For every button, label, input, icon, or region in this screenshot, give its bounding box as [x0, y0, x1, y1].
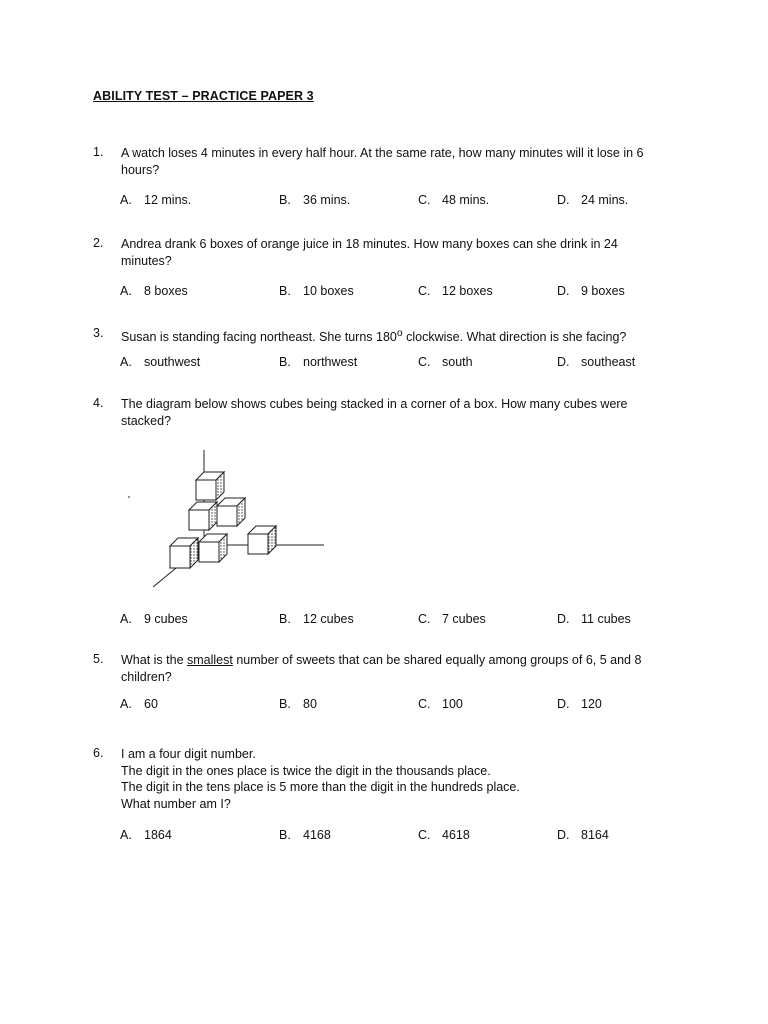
question-text	[121, 145, 693, 178]
option-text: 12 boxes	[442, 284, 493, 298]
option-text: 48 mins.	[442, 193, 490, 207]
option-letter: C.	[418, 355, 431, 369]
question-number: 4.	[93, 396, 104, 410]
option-letter: C.	[418, 193, 431, 207]
option-text: 8164	[581, 828, 609, 842]
option-letter: B.	[279, 193, 291, 207]
question-6	[93, 746, 693, 812]
question-text	[121, 652, 693, 685]
option-letter: D.	[557, 355, 570, 369]
question-text-line: Andrea drank 6 boxes of orange juice in 18 minutes. How many boxes can she drink in 24	[121, 237, 618, 251]
option-b[interactable]	[279, 612, 354, 626]
option-letter: C.	[418, 828, 431, 842]
option-letter: A.	[120, 355, 132, 369]
option-text: 1864	[144, 828, 172, 842]
option-text: 9 cubes	[144, 612, 188, 626]
option-letter: B.	[279, 284, 291, 298]
cube	[170, 538, 198, 568]
question-2	[93, 236, 693, 269]
option-text: 36 mins.	[303, 193, 351, 207]
option-letter: B.	[279, 697, 291, 711]
option-c[interactable]	[418, 828, 470, 842]
question-text-line: children?	[121, 669, 172, 684]
cube	[189, 502, 217, 530]
options-row-5	[120, 697, 680, 715]
option-letter: D.	[557, 612, 570, 626]
question-text-line	[121, 652, 693, 669]
option-letter: A.	[120, 612, 132, 626]
option-letter: B.	[279, 828, 291, 842]
question-5	[93, 652, 693, 685]
page-title: ABILITY TEST – PRACTICE PAPER 3	[93, 89, 314, 103]
option-text: southeast	[581, 355, 636, 369]
option-text: 80	[303, 697, 317, 711]
option-text: 9 boxes	[581, 284, 625, 298]
question-text	[121, 236, 693, 269]
question-text-line: A watch loses 4 minutes in every half hour. At the same rate, how many minutes will it lose in 6	[121, 146, 644, 160]
question-text-line: minutes?	[121, 253, 172, 268]
option-letter: B.	[279, 355, 291, 369]
option-b[interactable]	[279, 193, 350, 207]
question-text-line: stacked?	[121, 413, 172, 428]
question-text	[121, 746, 693, 812]
cube	[217, 498, 245, 526]
option-letter: D.	[557, 284, 570, 298]
option-letter: C.	[418, 612, 431, 626]
stacked-cubes-diagram	[118, 440, 333, 592]
option-d[interactable]	[557, 284, 625, 298]
question-text-line: I am a four digit number.	[121, 747, 256, 761]
cube	[248, 526, 276, 554]
option-a[interactable]	[120, 697, 158, 711]
options-row-2	[120, 284, 680, 302]
question-number: 2.	[93, 236, 104, 250]
question-text-line: The diagram below shows cubes being stacked in a corner of a box. How many cubes were	[121, 397, 628, 411]
option-c[interactable]	[418, 193, 489, 207]
cube	[196, 472, 224, 500]
option-b[interactable]	[279, 355, 357, 369]
option-letter: D.	[557, 828, 570, 842]
emphasized-word: smallest	[187, 653, 233, 667]
option-letter: A.	[120, 828, 132, 842]
option-a[interactable]	[120, 284, 188, 298]
question-text	[121, 326, 693, 346]
option-text: 10 boxes	[303, 284, 354, 298]
degree-superscript: o	[396, 328, 403, 339]
question-text	[121, 396, 693, 429]
option-b[interactable]	[279, 284, 354, 298]
option-text: 120	[581, 697, 602, 711]
option-a[interactable]	[120, 828, 172, 842]
option-letter: B.	[279, 612, 291, 626]
option-letter: C.	[418, 697, 431, 711]
question-text-part: number of sweets that can be shared equally among groups of 6, 5 and 8	[232, 653, 642, 667]
options-row-1	[120, 193, 680, 211]
option-text: 60	[144, 697, 158, 711]
option-c[interactable]	[418, 612, 486, 626]
option-letter: D.	[557, 193, 570, 207]
option-text: 24 mins.	[581, 193, 629, 207]
option-c[interactable]	[418, 355, 473, 369]
option-text: southwest	[144, 355, 201, 369]
option-c[interactable]	[418, 284, 493, 298]
question-4	[93, 396, 693, 429]
option-b[interactable]	[279, 828, 331, 842]
option-letter: C.	[418, 284, 431, 298]
option-d[interactable]	[557, 828, 609, 842]
option-c[interactable]	[418, 697, 463, 711]
cube	[199, 534, 227, 562]
option-text: south	[442, 355, 473, 369]
option-b[interactable]	[279, 697, 317, 711]
option-text: 12 cubes	[303, 612, 354, 626]
question-text-line: hours?	[121, 162, 160, 177]
option-text: northwest	[303, 355, 358, 369]
option-d[interactable]	[557, 193, 628, 207]
options-row-4	[120, 612, 680, 630]
question-text-line: The digit in the ones place is twice the digit in the thousands place.	[121, 763, 491, 778]
question-text-part: What is the	[121, 653, 187, 667]
question-3	[93, 326, 693, 346]
option-text: 100	[442, 697, 463, 711]
option-text: 11 cubes	[581, 612, 631, 626]
question-text-part: clockwise. What direction is she facing?	[402, 330, 627, 345]
option-d[interactable]	[557, 355, 635, 369]
option-text: 7 cubes	[442, 612, 486, 626]
option-text: 8 boxes	[144, 284, 188, 298]
option-letter: A.	[120, 697, 132, 711]
question-1	[93, 145, 693, 178]
option-a[interactable]	[120, 355, 200, 369]
question-text-line: What number am I?	[121, 796, 231, 811]
option-d[interactable]	[557, 697, 602, 711]
question-text-part: Susan is standing facing northeast. She turns 180	[121, 330, 397, 345]
question-number: 6.	[93, 746, 104, 760]
option-text: 4618	[442, 828, 470, 842]
option-letter: A.	[120, 193, 132, 207]
option-text: 12 mins.	[144, 193, 192, 207]
options-row-6	[120, 828, 680, 846]
question-number: 1.	[93, 145, 104, 159]
options-row-3	[120, 355, 680, 373]
question-number: 3.	[93, 326, 104, 340]
question-number: 5.	[93, 652, 104, 666]
option-a[interactable]	[120, 193, 191, 207]
option-a[interactable]	[120, 612, 188, 626]
option-letter: A.	[120, 284, 132, 298]
option-d[interactable]	[557, 612, 631, 626]
question-text-line: The digit in the tens place is 5 more than the digit in the hundreds place.	[121, 780, 520, 794]
option-letter: D.	[557, 697, 570, 711]
option-text: 4168	[303, 828, 331, 842]
